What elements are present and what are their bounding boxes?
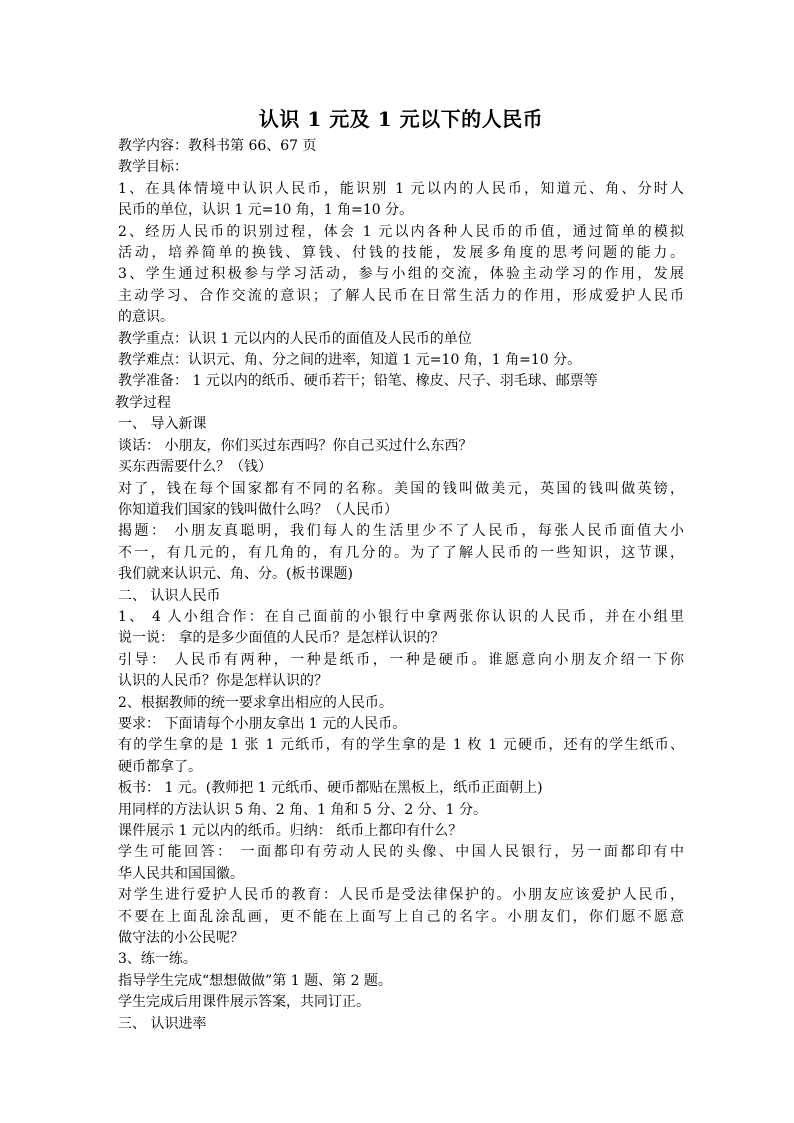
text-line: 揭题： 小朋友真聪明，我们每人的生活里少不了人民币，每张人民币面值大小 (118, 523, 684, 540)
text-line: 用同样的方法认识 5 角、2 角、1 角和 5 分、2 分、1 分。 (118, 801, 488, 818)
page-title: 认识 1 元及 1 元以下的人民币 (258, 107, 544, 131)
section-heading: 三、 认识进率 (118, 1015, 207, 1032)
text-line: 1、在具体情境中认识人民币，能识别 1 元以内的人民币，知道元、角、分时人 (118, 180, 684, 197)
text-line: 活动，培养简单的换钱、算钱、付钱的技能，发展多角度的思考问题的能力。 (118, 245, 684, 262)
text-line: 3、练一练。 (118, 951, 197, 968)
text-line: 说一说： 拿的是多少面值的人民币？是怎样认识的？ (118, 630, 445, 647)
text-line: 1、 4 人小组合作：在自己面前的小银行中拿两张你认识的人民币，并在小组里 (118, 608, 684, 625)
text-line: 谈话： 小朋友，你们买过东西吗？你自己买过什么东西？ (118, 437, 473, 454)
text-line: 买东西需要什么？（钱） (118, 459, 272, 476)
text-line: 教学难点：认识元、角、分之间的进率，知道 1 元=10 角，1 角=10 分。 (118, 352, 582, 369)
document-page (115, 104, 684, 1035)
text-line: 教学过程 (115, 394, 171, 411)
text-line: 教学目标： (118, 159, 188, 176)
text-line: 学生完成后用课件展示答案，共同订正。 (118, 994, 370, 1011)
text-line: 教学重点：认识 1 元以内的人民币的面值及人民币的单位 (118, 330, 472, 347)
text-line: 我们就来认识元、角、分。(板书课题) (118, 566, 353, 583)
section-heading: 二、 认识人民币 (118, 587, 221, 604)
text-line: 认识的人民币？你是怎样认识的？ (118, 673, 328, 690)
text-line: 引导： 人民币有两种，一种是纸币，一种是硬币。谁愿意向小朋友介绍一下你 (118, 651, 684, 668)
text-line: 教学内容：教科书第 66、67 页 (118, 138, 317, 154)
text-line: 要求： 下面请每个小朋友拿出 1 元的人民币。 (118, 715, 407, 732)
text-line: 有的学生拿的是 1 张 1 元纸币，有的学生拿的是 1 枚 1 元硬币，还有的学生纸币、 (118, 737, 684, 754)
text-line: 课件展示 1 元以内的纸币。归纳： 纸币上都印有什么？ (118, 823, 463, 839)
text-line: 2、根据教师的统一要求拿出相应的人民币。 (118, 694, 393, 711)
section-heading: 一、 导入新课 (118, 416, 207, 433)
text-line: 2、经历人民币的识别过程，体会 1 元以内各种人民币的币值，通过简单的模拟 (118, 223, 684, 240)
text-line: 华人民共和国国徽。 (118, 865, 244, 882)
text-line: 3、学生通过积极参与学习活动，参与小组的交流，体验主动学习的作用，发展 (118, 266, 684, 283)
text-line: 板书： 1 元。(教师把 1 元纸币、硬币都贴在黑板上，纸币正面朝上) (118, 780, 543, 797)
text-line: 民币的单位，认识 1 元=10 角，1 角=10 分。 (118, 202, 414, 219)
text-line: 硬币都拿了。 (118, 758, 202, 775)
text-line: 不要在上面乱涂乱画，更不能在上面写上自己的名字。小朋友们，你们愿不愿意 (118, 908, 684, 925)
text-line: 主动学习、合作交流的意识；了解人民币在日常生活力的作用，形成爱护人民币 (118, 287, 684, 304)
text-line: 指导学生完成“想想做做”第 1 题、第 2 题。 (118, 972, 392, 989)
text-line: 不一，有几元的，有几角的，有几分的。为了了解人民币的一些知识，这节课， (118, 544, 684, 561)
text-line: 你知道我们国家的钱叫做什么吗？（人民币） (118, 501, 398, 518)
text-line: 学生可能回答： 一面都印有劳动人民的头像、中国人民银行，另一面都印有中 (118, 844, 684, 861)
text-line: 对学生进行爱护人民币的教育：人民币是受法律保护的。小朋友应该爱护人民币， (118, 887, 684, 904)
text-line: 对了，钱在每个国家都有不同的名称。美国的钱叫做美元，英国的钱叫做英镑， (118, 480, 684, 497)
text-line: 教学准备： 1 元以内的纸币、硬币若干；铅笔、橡皮、尺子、羽毛球、邮票等 (118, 373, 598, 390)
text-line: 做守法的小公民呢？ (118, 930, 244, 947)
text-line: 的意识。 (118, 309, 174, 326)
